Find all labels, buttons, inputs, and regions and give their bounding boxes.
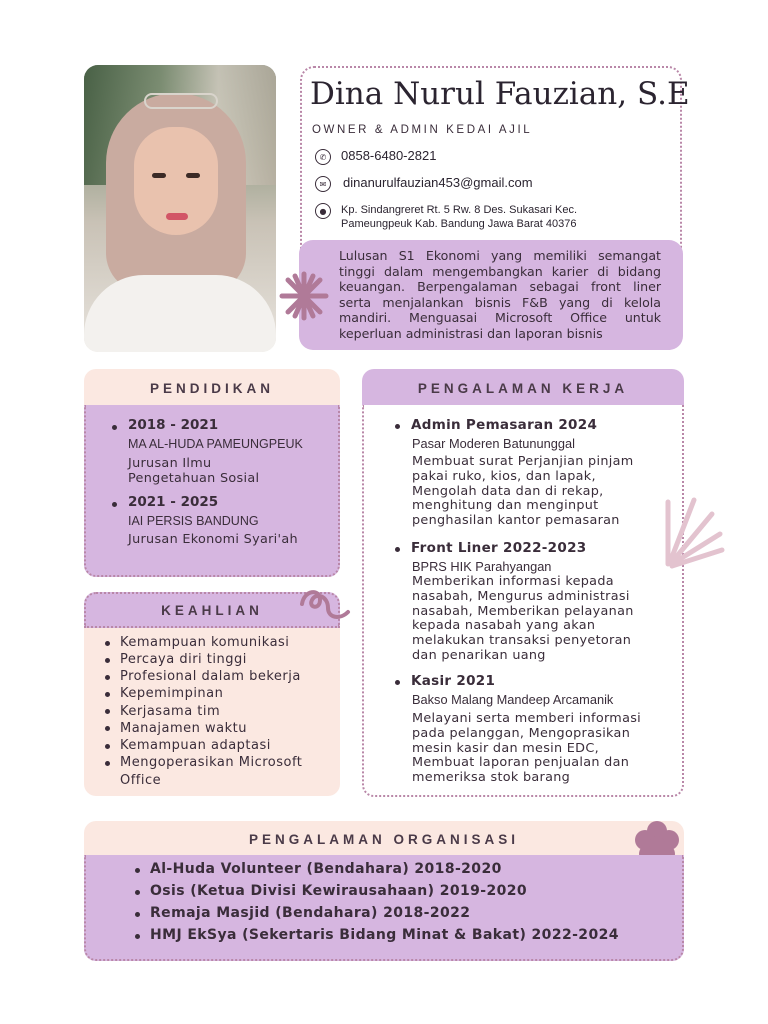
job-title: Admin Pemasaran 2024 xyxy=(411,417,598,433)
rays-decoration xyxy=(658,494,728,570)
job-title: Kasir 2021 xyxy=(411,673,496,689)
job-role: OWNER & ADMIN KEDAI AJIL xyxy=(312,124,533,136)
curl-decoration xyxy=(298,586,352,626)
phone-icon: ✆ xyxy=(315,149,331,165)
job-place: Bakso Malang Mandeep Arcamanik xyxy=(412,692,614,707)
skill-item: Kemampuan adaptasi xyxy=(120,738,271,753)
organization-title: PENGALAMAN ORGANISASI xyxy=(84,821,684,857)
education-school: MA AL-HUDA PAMEUNGPEUK xyxy=(128,437,303,451)
experience-title: PENGALAMAN KERJA xyxy=(362,369,684,407)
skills-section xyxy=(84,628,340,796)
address-line-2: Pameungpeuk Kab. Bandung Jawa Barat 40376 xyxy=(341,218,577,230)
organization-section xyxy=(84,855,684,961)
address-line-1: Kp. Sindangreret Rt. 5 Rw. 8 Des. Sukasari Kec. xyxy=(341,204,578,216)
education-title: PENDIDIKAN xyxy=(84,369,340,407)
job-place: BPRS HIK Parahyangan xyxy=(412,559,552,574)
job-description: Melayani serta memberi informasi pada pelanggan, Mengoprasikan mesin kasir dan mesin EDC, Membuat laporan penjualan dan memeriksa stok barang xyxy=(412,711,642,786)
organization-item: Remaja Masjid (Bendahara) 2018-2022 xyxy=(150,905,471,921)
job-place: Pasar Moderen Batununggal xyxy=(412,436,575,451)
skill-item: Mengoperasikan Microsoft xyxy=(120,755,303,770)
skill-item: Manajamen waktu xyxy=(120,721,247,736)
phone-number: 0858-6480-2821 xyxy=(341,148,437,163)
address xyxy=(341,203,577,231)
location-pin-icon: ● xyxy=(315,203,331,219)
skill-item: Percaya diri tinggi xyxy=(120,652,247,667)
asterisk-flower-decoration xyxy=(278,270,330,322)
organization-item: Al-Huda Volunteer (Bendahara) 2018-2020 xyxy=(150,861,502,877)
email-address: dinanurulfauzian453@gmail.com xyxy=(343,175,533,190)
education-major: Jurusan Ilmu Pengetahuan Sosial xyxy=(128,456,260,486)
education-school: IAI PERSIS BANDUNG xyxy=(128,514,259,528)
skill-item: Profesional dalam bekerja xyxy=(120,669,301,684)
skill-item: Kepemimpinan xyxy=(120,686,224,701)
experience-section xyxy=(362,405,684,797)
education-years: 2018 - 2021 xyxy=(128,417,219,433)
full-name: Dina Nurul Fauzian, S.E xyxy=(310,76,690,112)
job-title: Front Liner 2022-2023 xyxy=(411,540,587,556)
organization-item: HMJ EkSya (Sekertaris Bidang Minat & Bakat) 2022-2024 xyxy=(150,927,619,943)
skills-title: KEAHLIAN xyxy=(84,592,340,628)
profile-summary: Lulusan S1 Ekonomi yang memiliki semangat tinggi dalam mengembangkan karier di bidang keuangan. Berpengalaman sebagai front liner serta menjalankan bisnis F&B yang di kelola mandiri. Menguasai Microsoft Office untuk keperluan administrasi dan laporan bisnis xyxy=(299,240,683,350)
job-description: Membuat surat Perjanjian pinjam pakai ruko, kios, dan lapak, Mengolah data dan di rekap, menghitung dan menginput penghasilan kantor pemasaran xyxy=(412,454,634,529)
mail-icon: ✉ xyxy=(315,176,331,192)
skill-item: Kerjasama tim xyxy=(120,704,221,719)
education-major: Jurusan Ekonomi Syari'ah xyxy=(128,532,298,547)
education-years: 2021 - 2025 xyxy=(128,494,219,510)
education-section xyxy=(84,405,340,577)
organization-item: Osis (Ketua Divisi Kewirausahaan) 2019-2020 xyxy=(150,883,528,899)
profile-photo xyxy=(84,65,276,352)
job-description: Memberikan informasi kepada nasabah, Mengurus administrasi nasabah, Memberikan pelayanan kepada nasabah yang akan melakukan transaksi penyetoran dan penarikan uang xyxy=(412,574,634,663)
skill-item: Kemampuan komunikasi xyxy=(120,635,290,650)
skill-item-continued: Office xyxy=(120,773,162,788)
